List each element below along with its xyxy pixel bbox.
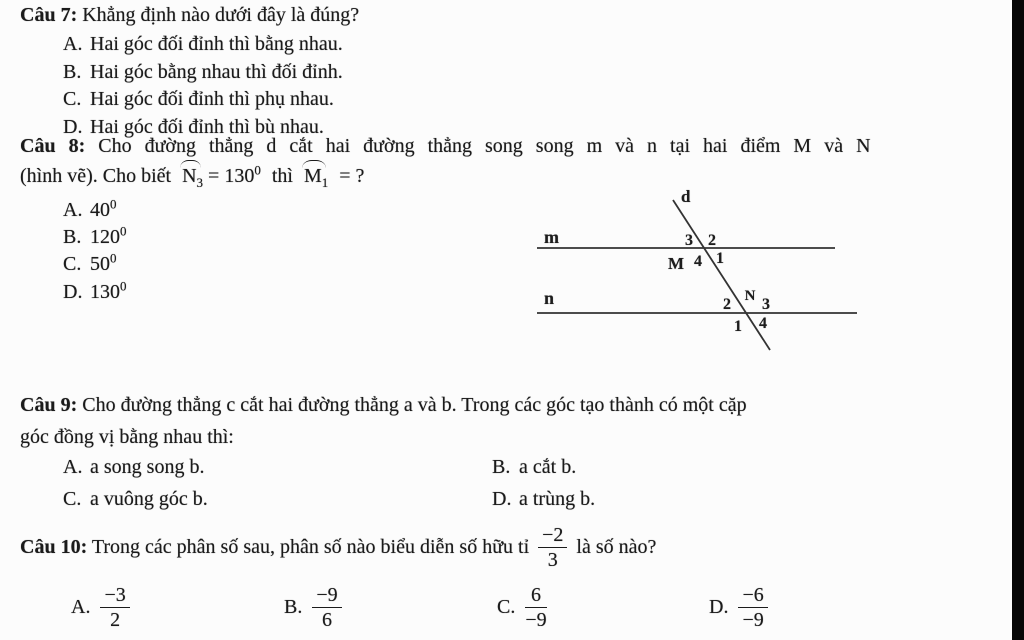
equals-question: = ? [339,165,365,187]
q10-option-c [497,578,547,636]
q10-option-d [709,578,768,636]
q10-option-a [71,578,130,636]
option-letter: B. [63,226,82,249]
angle-hat: N [182,165,197,187]
degree-sup: 0 [120,277,127,293]
angle-M1: 1 [716,250,724,267]
q9-option-c [63,488,208,511]
fraction-minus2-over-3: $\frac{-2}{3}$ [538,524,567,571]
option-letter: B. [492,456,511,478]
option-text: a song song b. [90,456,205,478]
question-7-options [63,31,343,141]
question-10-title [20,519,656,575]
q7-option-b [63,59,343,87]
option-letter: D. [63,280,83,303]
option-value: 50 [90,253,110,276]
fraction: $\frac{-9}{6}$ [312,584,341,631]
question-9-line2 [20,426,234,449]
option-letter: A. [63,33,83,55]
q8-option-a [63,197,127,224]
degree-sup: 0 [254,162,261,178]
angle-M1-expression: $M_1$ [303,165,329,190]
option-text: a cắt b. [519,456,577,478]
option-value: 40 [90,199,110,221]
option-letter: D. [492,488,512,510]
q9-option-a [63,456,204,479]
question-10-suffix: là số nào? [576,535,657,558]
option-letter: D. [63,115,83,138]
option-letter: D. [709,595,729,618]
label-d: d [681,188,691,206]
label-N: N [744,288,756,304]
option-text: a trùng b. [519,488,596,510]
question-8-options [63,197,127,306]
angle-M4: 4 [694,253,702,270]
angle-hat: M [303,165,322,187]
q8-option-d [63,279,127,306]
degree-sup: 0 [110,196,117,212]
degree-sup: 0 [110,250,117,266]
scan-edge-bar [1012,0,1024,640]
question-8-text-line2: (hình vẽ). Cho biết [20,165,172,187]
label-n: n [544,288,555,308]
option-value: 130 [90,280,120,303]
option-letter: A. [63,456,83,478]
q8-option-b [63,224,127,251]
equals-130: = 130 [208,165,255,187]
option-letter: A. [63,199,83,221]
question-10-text: Trong các phân số sau, phân số nào biểu diễn số hữu tỉ [91,535,530,558]
label-m: m [544,227,559,247]
question-8-line2 [20,162,365,190]
option-text: Hai góc bằng nhau thì đối đỉnh. [90,60,343,83]
question-8-number: Câu 8: [20,135,86,157]
option-letter: C. [63,88,82,111]
question-7-title [20,4,359,27]
q7-option-a [63,31,343,59]
question-7-number: Câu 7: [20,4,78,26]
question-9-text-line1: Cho đường thẳng c cắt hai đường thẳng a và b. Trong các góc tạo thành có một cặp [82,394,747,416]
q8-option-c [63,251,127,278]
angle-M3: 3 [685,232,693,249]
option-text: Hai góc đối đỉnh thì bù nhau. [90,115,324,138]
fraction: $\frac{6}{-9}$ [525,583,547,631]
q7-option-c [63,86,343,114]
option-letter: B. [284,595,303,618]
question-8-title [20,135,1012,158]
transversal-d [673,200,770,350]
question-8-text-line1: Cho đường thẳng d cắt hai đường thẳng song song m và n tại hai điểm M và N [98,135,871,157]
q9-option-b [492,456,576,479]
option-letter: C. [497,595,516,618]
option-letter: B. [63,60,82,83]
angle-N1: 1 [734,318,742,335]
parallel-lines-figure [530,188,875,358]
question-9-number: Câu 9: [20,394,78,416]
option-letter: A. [71,595,91,618]
q10-option-b [284,578,342,636]
angle-N3-expression: $N_3$ [182,165,204,190]
question-10-number: Câu 10: [20,535,88,558]
option-value: 120 [90,226,120,249]
angle-M2: 2 [708,232,716,249]
option-letter: C. [63,488,82,510]
option-text: Hai góc đối đỉnh thì bằng nhau. [90,33,343,55]
q9-option-d [492,488,595,511]
fraction: $\frac{-6}{-9}$ [738,584,767,631]
angle-N4: 4 [759,315,767,332]
question-10-lead [20,536,529,559]
degree-sup: 0 [120,223,127,239]
angle-N3: 3 [762,296,770,313]
option-text: Hai góc đối đỉnh thì phụ nhau. [90,88,334,111]
label-M: M [667,254,685,273]
question-7-text: Khẳng định nào dưới đây là đúng? [82,4,360,26]
option-letter: C. [63,253,82,276]
option-text: a vuông góc b. [90,488,208,510]
question-9-text-line2: góc đồng vị bằng nhau thì: [20,426,234,448]
angle-N2: 2 [723,296,731,313]
fraction: $\frac{-3}{2}$ [100,584,129,631]
word-thi: thì [271,165,293,187]
question-9-title [20,394,747,417]
